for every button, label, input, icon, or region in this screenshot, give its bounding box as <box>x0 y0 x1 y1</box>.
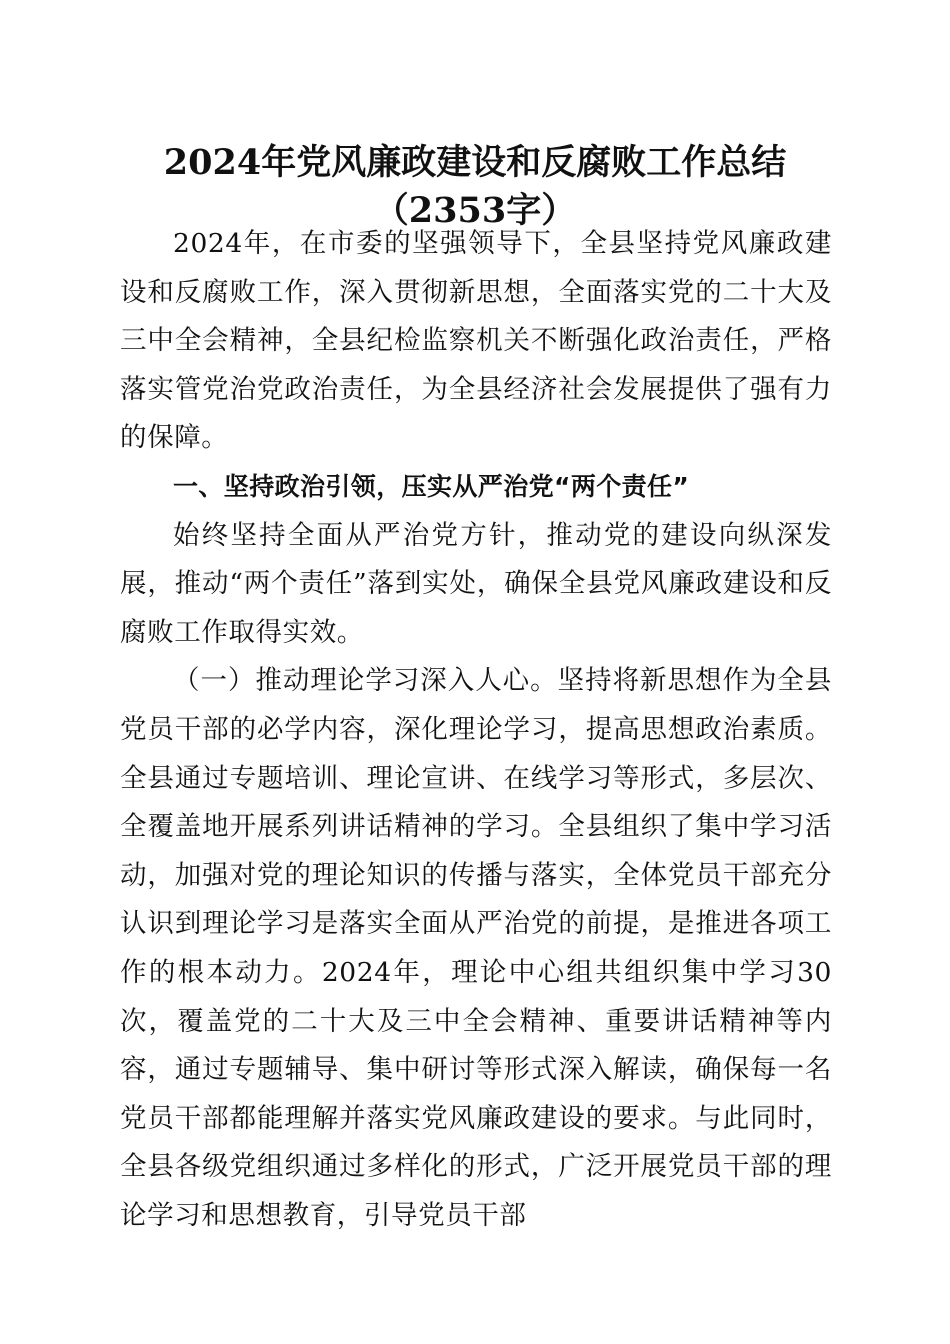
section-1-item-1-paragraph: （一）推动理论学习深入人心。坚持将新思想作为全县党员干部的必学内容，深化理论学习，提高思想政治素质。全县通过专题培训、理论宣讲、在线学习等形式，多层次、全覆盖地开展系列讲话精神的学习。全县组织了集中学习活动，加强对党的理论知识的传播与落实，全体党员干部充分认识到理论学习是落实全面从严治党的前提，是推进各项工作的根本动力。2024年，理论中心组共组织集中学习30次，覆盖党的二十大及三中全会精神、重要讲话精神等内容，通过专题辅导、集中研讨等形式深入解读，确保每一名党员干部都能理解并落实党风廉政建设的要求。与此同时，全县各级党组织通过多样化的形式，广泛开展党员干部的理论学习和思想教育，引导党员干部 <box>120 665 832 1231</box>
section-1-intro-paragraph: 始终坚持全面从严治党方针，推动党的建设向纵深发展，推动“两个责任”落到实处，确保全县党风廉政建设和反腐败工作取得实效。 <box>120 519 832 648</box>
word-count-subtitle: （2353字） <box>373 190 577 231</box>
section-heading-1: 一、坚持政治引领，压实从严治党“两个责任” <box>173 471 690 501</box>
intro-paragraph: 2024年，在市委的坚强领导下，全县坚持党风廉政建设和反腐败工作，深入贯彻新思想，全面落实党的二十大及三中全会精神，全县纪检监察机关不断强化政治责任，严格落实管党治党政治责任，为全县经济社会发展提供了强有力的保障。 <box>120 228 832 454</box>
document-body <box>120 220 832 1240</box>
document-title: 2024年党风廉政建设和反腐败工作总结 <box>163 142 787 183</box>
